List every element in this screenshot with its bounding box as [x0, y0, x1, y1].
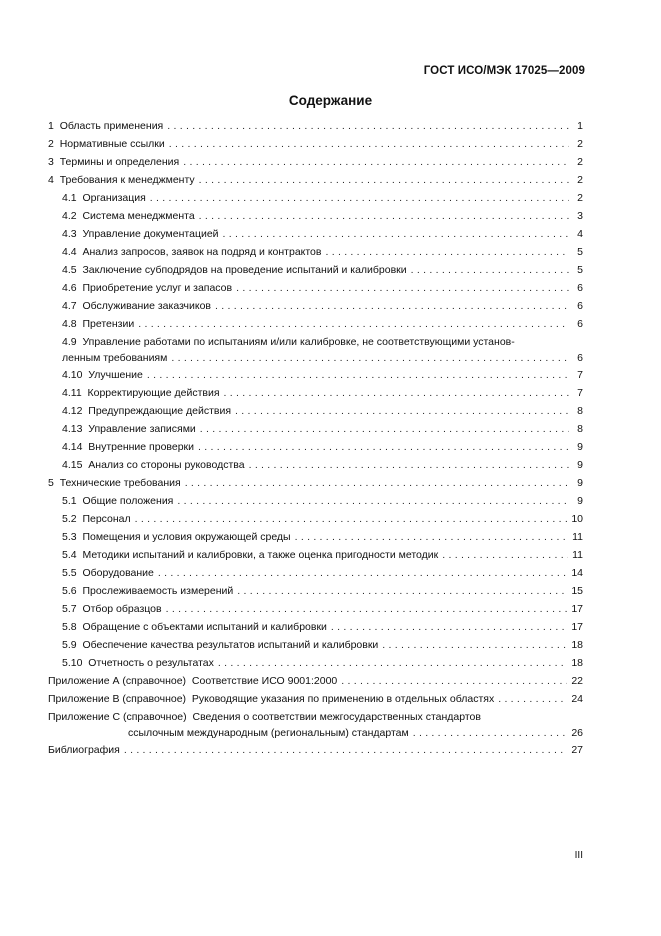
toc-entry-number: 5.8: [62, 621, 77, 633]
toc-entry-number: 4.8: [62, 318, 77, 330]
toc-entry[interactable]: [48, 192, 583, 210]
toc-entry[interactable]: [48, 657, 583, 675]
toc-entry-number: 5.3: [62, 531, 77, 543]
toc-entry[interactable]: [48, 264, 583, 282]
toc-entry-page: 27: [571, 744, 583, 756]
toc-entry-title: Заключение субподрядов на проведение испытаний и калибровки: [82, 264, 407, 276]
toc-entry-title: Управление записями: [88, 423, 196, 435]
toc-entry-page: 8: [577, 405, 583, 417]
toc-entry[interactable]: [48, 693, 583, 711]
toc-entry-page: 2: [577, 192, 583, 204]
toc-entry-page: 4: [577, 228, 583, 240]
toc-entry-number: 4.5: [62, 264, 77, 276]
toc-entry-title: Предупреждающие действия: [88, 405, 232, 417]
dot-leader: [411, 264, 569, 277]
page-number: III: [574, 850, 583, 861]
toc-entry-title-cont: ссылочным международным (региональным) стандартам: [128, 727, 409, 739]
toc-entry[interactable]: [48, 318, 583, 336]
dot-leader: [199, 210, 569, 223]
toc-entry-page: 6: [577, 318, 583, 330]
toc-entry-page: 5: [577, 246, 583, 258]
dot-leader: [295, 531, 568, 544]
dot-leader: [237, 585, 567, 598]
toc-entry-page: 1: [577, 120, 583, 132]
toc-entry-page: 7: [577, 369, 583, 381]
toc-entry-title: Требования к менеджменту: [59, 174, 195, 186]
toc-entry-number: 5.9: [62, 639, 77, 651]
toc-entry-page: 5: [577, 264, 583, 276]
toc-entry-page: 24: [571, 693, 583, 705]
dot-leader: [200, 423, 569, 436]
toc-entry-title: Обращение с объектами испытаний и калибровки: [82, 621, 327, 633]
toc-entry[interactable]: [48, 405, 583, 423]
toc-entry-number: 4.7: [62, 300, 77, 312]
dot-leader: [138, 318, 569, 331]
toc-entry-title: Нормативные ссылки: [59, 138, 165, 150]
toc-entry-title: Анализ запросов, заявок на подряд и контрактов: [82, 246, 322, 258]
toc-entry[interactable]: [48, 711, 583, 727]
toc-entry-number: 4.10: [62, 369, 83, 381]
toc-entry[interactable]: [48, 120, 583, 138]
toc-entry-title: Прослеживаемость измерений: [82, 585, 234, 597]
toc-entry-page: 6: [577, 352, 583, 364]
dot-leader: [199, 174, 569, 187]
toc-entry-title: Персонал: [82, 513, 131, 525]
toc-entry-title: Организация: [82, 192, 146, 204]
toc-entry-title: Помещения и условия окружающей среды: [82, 531, 291, 543]
toc-entry-number: 4.2: [62, 210, 77, 222]
toc-entry-page: 9: [577, 495, 583, 507]
dot-leader: [331, 621, 567, 634]
dot-leader: [171, 352, 569, 365]
toc-entry-page: 2: [577, 138, 583, 150]
dot-leader: [382, 639, 567, 652]
toc-entry-title: Управление работами по испытаниям и/или калибровке, не соответствующими установ-: [82, 336, 515, 348]
toc-entry-page: 17: [571, 603, 583, 615]
toc-entry[interactable]: [48, 459, 583, 477]
dot-leader: [167, 120, 569, 133]
toc-entry-number: Приложение В (справочное): [48, 693, 187, 705]
toc-entry[interactable]: [48, 246, 583, 264]
toc-entry[interactable]: [48, 513, 583, 531]
toc-entry-number: 5.7: [62, 603, 77, 615]
toc-entry-title: Оборудование: [82, 567, 154, 579]
toc-entry-title: Внутренние проверки: [88, 441, 195, 453]
toc-entry-number: Библиография: [48, 744, 120, 756]
toc-entry-number: 5: [48, 477, 54, 489]
toc-entry[interactable]: [48, 387, 583, 405]
toc-entry[interactable]: [48, 477, 583, 495]
toc-entry-number: 5.1: [62, 495, 77, 507]
toc-entry-title: Корректирующие действия: [87, 387, 220, 399]
toc-entry-title: Технические требования: [59, 477, 181, 489]
dot-leader: [498, 693, 567, 706]
toc-entry-number: 4: [48, 174, 54, 186]
toc-entry-page: 7: [577, 387, 583, 399]
toc-entry-page: 6: [577, 300, 583, 312]
dot-leader: [413, 727, 568, 740]
toc-entry-page: 11: [572, 549, 583, 561]
dot-leader: [124, 744, 567, 757]
dot-leader: [215, 300, 569, 313]
toc-entry-number: 4.12: [62, 405, 83, 417]
dot-leader: [169, 138, 569, 151]
toc-entry[interactable]: [48, 603, 583, 621]
toc-entry-title: Обслуживание заказчиков: [82, 300, 212, 312]
toc-entry-title: Термины и определения: [59, 156, 180, 168]
toc-entry-number: 4.14: [62, 441, 83, 453]
toc-entry-page: 11: [572, 531, 583, 543]
toc-entry-title: Отбор образцов: [82, 603, 162, 615]
toc-entry-continuation[interactable]: [48, 727, 583, 744]
toc-entry-title: Соответствие ИСО 9001:2000: [191, 675, 338, 687]
dot-leader: [218, 657, 567, 670]
toc-entry-title: Руководящие указания по применению в отдельных областях: [191, 693, 495, 705]
toc-entry-title: Методики испытаний и калибровки, а также оценка пригодности методик: [82, 549, 439, 561]
dot-leader: [325, 246, 569, 259]
toc-entry-number: 4.15: [62, 459, 83, 471]
dot-leader: [147, 369, 569, 382]
toc-entry-number: Приложение А (справочное): [48, 675, 187, 687]
toc-entry[interactable]: [48, 138, 583, 156]
toc-entry-title: Система менеджмента: [82, 210, 195, 222]
toc-entry[interactable]: [48, 423, 583, 441]
toc-entry-title-cont: ленным требованиям: [62, 352, 168, 364]
toc-entry-page: 8: [577, 423, 583, 435]
toc-entry[interactable]: [48, 675, 583, 693]
dot-leader: [341, 675, 567, 688]
toc-entry-number: 4.1: [62, 192, 77, 204]
document-code: ГОСТ ИСО/МЭК 17025—2009: [423, 65, 585, 77]
dot-leader: [150, 192, 569, 205]
toc-entry[interactable]: [48, 495, 583, 513]
toc-entry-title: Анализ со стороны руководства: [88, 459, 245, 471]
toc-entry-title: Улучшение: [88, 369, 143, 381]
toc-entry-title: Отчетность о результатах: [88, 657, 214, 669]
toc-entry[interactable]: [48, 639, 583, 657]
table-of-contents: [48, 120, 583, 762]
toc-entry-title: Сведения о соответствии межгосударственных стандартов: [192, 711, 481, 723]
toc-entry-number: 4.3: [62, 228, 77, 240]
toc-entry[interactable]: [48, 282, 583, 300]
toc-entry[interactable]: [48, 549, 583, 567]
toc-entry-page: 2: [577, 156, 583, 168]
toc-entry-page: 9: [577, 459, 583, 471]
toc-entry-number: 3: [48, 156, 54, 168]
toc-entry-number: 4.11: [62, 387, 82, 399]
toc-entry-title: Область применения: [59, 120, 164, 132]
toc-entry[interactable]: [48, 336, 583, 352]
toc-entry[interactable]: [48, 156, 583, 174]
toc-entry-number: 4.6: [62, 282, 77, 294]
toc-entry-continuation[interactable]: [48, 352, 583, 369]
toc-entry-page: 17: [571, 621, 583, 633]
dot-leader: [442, 549, 568, 562]
toc-entry-number: 4.9: [62, 336, 77, 348]
toc-entry[interactable]: [48, 744, 583, 762]
toc-entry[interactable]: [48, 441, 583, 459]
toc-entry[interactable]: [48, 585, 583, 603]
toc-entry-page: 2: [577, 174, 583, 186]
toc-entry-page: 10: [571, 513, 583, 525]
toc-entry-page: 18: [571, 657, 583, 669]
toc-entry-number: 4.4: [62, 246, 77, 258]
toc-entry-number: 2: [48, 138, 54, 150]
toc-entry[interactable]: [48, 621, 583, 639]
dot-leader: [158, 567, 567, 580]
toc-entry[interactable]: [48, 210, 583, 228]
toc-entry-page: 3: [577, 210, 583, 222]
toc-entry-page: 18: [571, 639, 583, 651]
dot-leader: [223, 228, 569, 241]
toc-entry-page: 15: [571, 585, 583, 597]
toc-entry[interactable]: [48, 300, 583, 318]
dot-leader: [166, 603, 568, 616]
toc-entry-number: 1: [48, 120, 54, 132]
toc-entry-number: Приложение С (справочное): [48, 711, 187, 723]
dot-leader: [236, 282, 569, 295]
toc-entry-page: 6: [577, 282, 583, 294]
toc-entry-number: 5.10: [62, 657, 83, 669]
dot-leader: [249, 459, 569, 472]
toc-entry-title: Претензии: [82, 318, 135, 330]
page-title: Содержание: [288, 93, 373, 108]
toc-entry-number: 5.4: [62, 549, 77, 561]
dot-leader: [198, 441, 569, 454]
toc-entry[interactable]: [48, 228, 583, 246]
toc-entry-page: 26: [571, 727, 583, 739]
toc-entry-title: Приобретение услуг и запасов: [82, 282, 233, 294]
dot-leader: [135, 513, 568, 526]
toc-entry-number: 5.5: [62, 567, 77, 579]
toc-entry-page: 9: [577, 477, 583, 489]
toc-entry-number: 5.2: [62, 513, 77, 525]
toc-entry-page: 22: [571, 675, 583, 687]
dot-leader: [185, 477, 569, 490]
toc-entry-number: 4.13: [62, 423, 83, 435]
toc-entry-title: Обеспечение качества результатов испытаний и калибровки: [82, 639, 379, 651]
toc-entry[interactable]: [48, 567, 583, 585]
dot-leader: [177, 495, 569, 508]
toc-entry-page: 9: [577, 441, 583, 453]
toc-entry[interactable]: [48, 369, 583, 387]
dot-leader: [183, 156, 569, 169]
dot-leader: [235, 405, 569, 418]
toc-entry-number: 5.6: [62, 585, 77, 597]
toc-entry-title: Управление документацией: [82, 228, 219, 240]
toc-entry-title: Общие положения: [82, 495, 174, 507]
toc-entry-page: 14: [571, 567, 583, 579]
toc-entry[interactable]: [48, 174, 583, 192]
dot-leader: [224, 387, 569, 400]
toc-entry[interactable]: [48, 531, 583, 549]
